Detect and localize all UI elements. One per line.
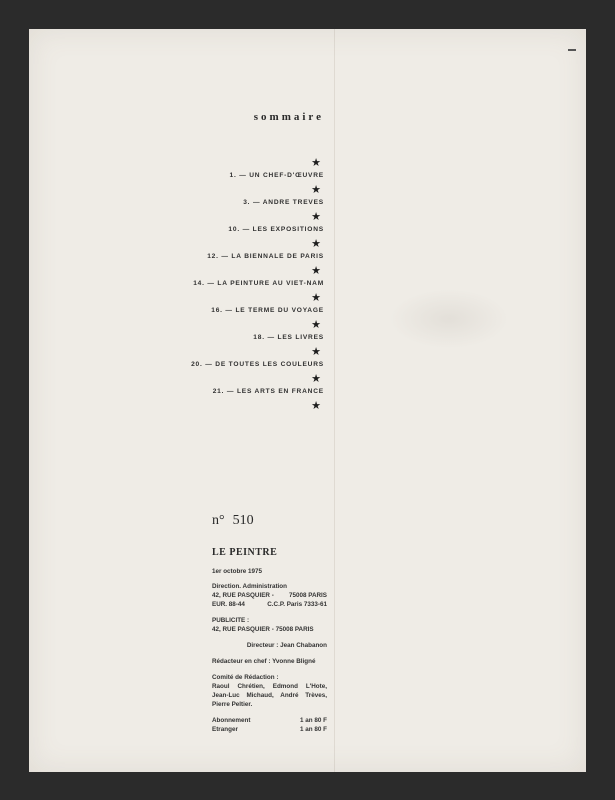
star-icon: ★ (311, 184, 321, 196)
star-icon: ★ (311, 157, 321, 169)
corner-mark (568, 49, 576, 51)
publicite-label: PUBLICITE : (212, 617, 250, 624)
etranger-row (212, 725, 327, 734)
direction-address (212, 591, 327, 600)
issue-number (212, 513, 254, 529)
toc-entry: 12. — LA BIENNALE DE PARIS (207, 253, 324, 260)
comite-line: Raoul Chrétien, Edmond L'Hote, (212, 683, 327, 690)
toc-entry: 20. — DE TOUTES LES COULEURS (191, 361, 324, 368)
comite-label: Comité de Rédaction : (212, 674, 279, 681)
address-city: 75008 PARIS (288, 592, 327, 599)
magazine-page (29, 29, 586, 772)
abonnement-price: 1 an 80 F (300, 717, 327, 724)
star-icon: ★ (311, 211, 321, 223)
toc-entry: 10. — LES EXPOSITIONS (228, 226, 324, 233)
toc-entry: 16. — LE TERME DU VOYAGE (211, 307, 324, 314)
comite-line: Pierre Peltier. (212, 701, 253, 708)
toc-entry: 1. — UN CHEF-D'ŒUVRE (229, 172, 324, 179)
abonnement-row (212, 716, 327, 725)
directeur-line: Directeur : Jean Chabanon (246, 642, 327, 649)
star-icon: ★ (311, 346, 321, 358)
toc-heading: sommaire (253, 111, 324, 123)
ccp-number: C.C.P. Paris 7333-61 (267, 601, 327, 608)
star-icon: ★ (311, 292, 321, 304)
issue-prefix: n° (212, 513, 225, 528)
star-icon: ★ (311, 238, 321, 250)
phone-number: EUR. 88-44 (212, 601, 245, 608)
direction-label: Direction. Administration (212, 583, 287, 590)
issue-date: 1er octobre 1975 (212, 568, 263, 575)
publication-name: LE PEINTRE (212, 547, 278, 558)
colophon (212, 547, 327, 734)
issue-value: 510 (232, 513, 254, 528)
address-street: 42, RUE PASQUIER - (212, 592, 274, 599)
etranger-price: 1 an 80 F (300, 726, 327, 733)
comite-line: Jean-Luc Michaud, André Trèves, (212, 692, 327, 699)
abonnement-label: Abonnement (212, 717, 251, 724)
star-icon: ★ (311, 319, 321, 331)
toc-entry: 21. — LES ARTS EN FRANCE (212, 388, 324, 395)
contact-line (212, 600, 327, 609)
star-icon: ★ (311, 400, 321, 412)
toc-entry: 18. — LES LIVRES (253, 334, 324, 341)
star-icon: ★ (311, 265, 321, 277)
toc-entry: 14. — LA PEINTURE AU VIET-NAM (193, 280, 324, 287)
star-icon: ★ (311, 373, 321, 385)
toc-entry: 3. — ANDRE TREVES (243, 199, 324, 206)
etranger-label: Etranger (212, 726, 238, 733)
fold-line (334, 29, 335, 772)
faded-mark (389, 289, 509, 349)
publicite-address: 42, RUE PASQUIER - 75008 PARIS (212, 626, 314, 633)
redacteur-line: Rédacteur en chef : Yvonne Bligné (212, 658, 316, 665)
